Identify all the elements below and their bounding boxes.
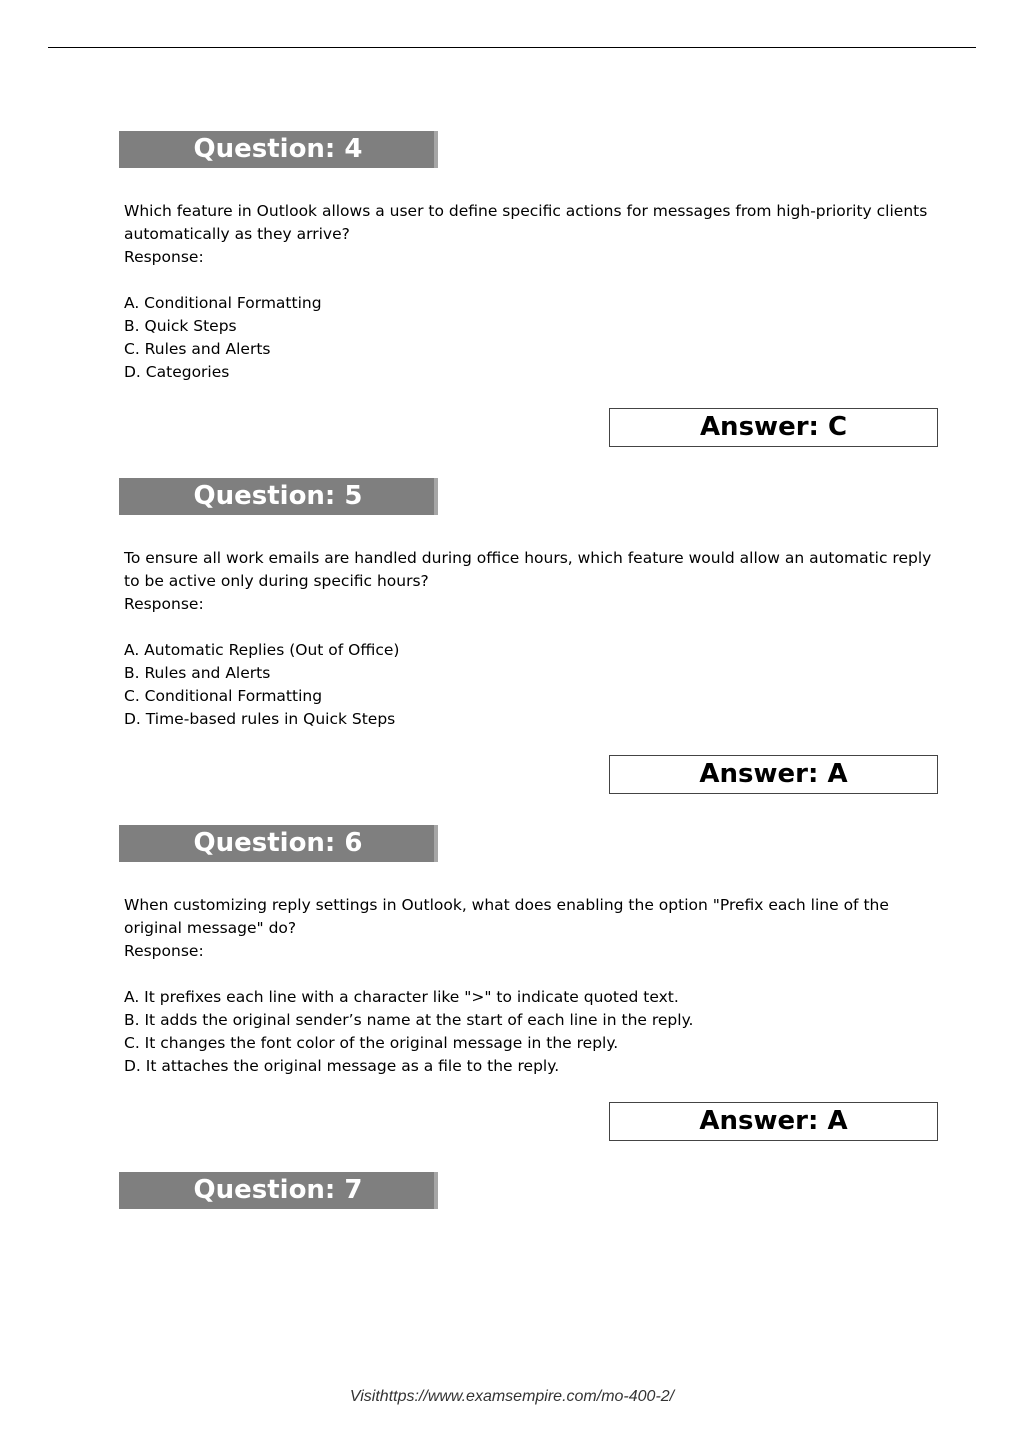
- option-item: A. It prefixes each line with a character like ">" to indicate quoted text.: [124, 988, 679, 1006]
- answer-text: Answer: A: [699, 759, 848, 789]
- question-title: Question: 5: [193, 481, 363, 511]
- question-header: [119, 1172, 438, 1209]
- answer-box: [609, 408, 938, 447]
- question-title: Question: 7: [193, 1175, 363, 1205]
- option-item: D. Categories: [124, 363, 230, 381]
- footer-link-text: Visithttps://www.examsempire.com/mo-400-2/: [349, 1388, 675, 1405]
- question-header: [119, 825, 438, 862]
- question-title: Question: 4: [193, 134, 363, 164]
- option-item: B. Rules and Alerts: [124, 664, 271, 682]
- question-text: Which feature in Outlook allows a user to define specific actions for messages from high-priority clients automatically as they arrive?: [124, 202, 928, 243]
- question-text: When customizing reply settings in Outlook, what does enabling the option "Prefix each line of the original message" do?: [124, 896, 889, 937]
- question-text: To ensure all work emails are handled during office hours, which feature would allow an automatic reply to be active only during specific hours?: [124, 549, 932, 590]
- question-title: Question: 6: [193, 828, 363, 858]
- response-label: Response:: [124, 942, 204, 960]
- option-item: C. It changes the font color of the original message in the reply.: [124, 1034, 619, 1052]
- option-item: D. It attaches the original message as a file to the reply.: [124, 1057, 560, 1075]
- option-item: A. Conditional Formatting: [124, 294, 322, 312]
- option-list: [124, 639, 944, 731]
- question-body: [124, 547, 944, 731]
- response-label: Response:: [124, 248, 204, 266]
- option-item: B. It adds the original sender’s name at the start of each line in the reply.: [124, 1011, 694, 1029]
- option-item: B. Quick Steps: [124, 317, 237, 335]
- top-divider: [48, 47, 976, 48]
- option-list: [124, 986, 944, 1078]
- option-item: A. Automatic Replies (Out of Office): [124, 641, 400, 659]
- question-header: [119, 131, 438, 168]
- answer-text: Answer: C: [699, 412, 848, 442]
- option-list: [124, 292, 944, 384]
- question-body: [124, 200, 944, 384]
- question-body: [124, 894, 944, 1078]
- option-item: D. Time-based rules in Quick Steps: [124, 710, 396, 728]
- option-item: C. Rules and Alerts: [124, 340, 271, 358]
- answer-box: [609, 755, 938, 794]
- question-header: [119, 478, 438, 515]
- answer-box: [609, 1102, 938, 1141]
- option-item: C. Conditional Formatting: [124, 687, 323, 705]
- response-label: Response:: [124, 595, 204, 613]
- answer-text: Answer: A: [699, 1106, 848, 1136]
